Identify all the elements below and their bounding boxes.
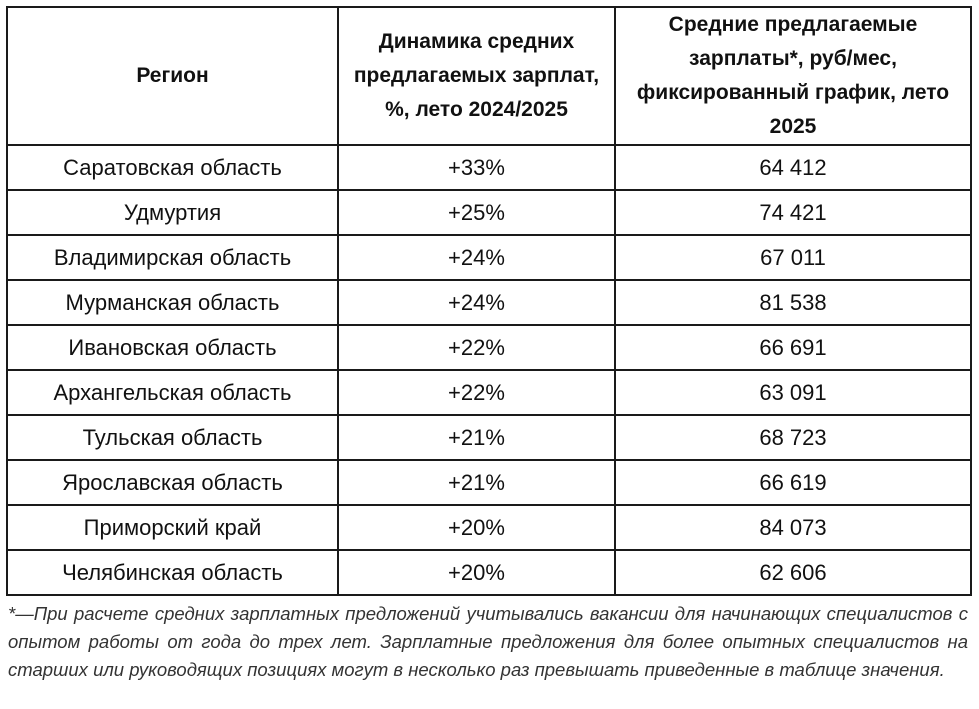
salary-cell: 81 538: [615, 280, 971, 325]
table-row: [7, 325, 971, 370]
region-cell: Тульская область: [7, 415, 338, 460]
region-cell: Архангельская область: [7, 370, 338, 415]
document: [6, 6, 970, 684]
salary-cell: 67 011: [615, 235, 971, 280]
header-average-salary: Средние предлагаемые зарплаты*, руб/мес, фиксированный график, лето 2025: [615, 7, 971, 145]
salary-table: [6, 6, 972, 596]
region-cell: Мурманская область: [7, 280, 338, 325]
dynamics-cell: +20%: [338, 505, 615, 550]
region-cell: Владимирская область: [7, 235, 338, 280]
header-row: [7, 7, 971, 145]
region-cell: Ярославская область: [7, 460, 338, 505]
salary-cell: 74 421: [615, 190, 971, 235]
table-row: [7, 460, 971, 505]
table-row: [7, 235, 971, 280]
table-row: [7, 145, 971, 190]
region-cell: Удмуртия: [7, 190, 338, 235]
region-cell: Саратовская область: [7, 145, 338, 190]
header-region: Регион: [7, 7, 338, 145]
salary-cell: 68 723: [615, 415, 971, 460]
region-cell: Приморский край: [7, 505, 338, 550]
region-cell: Челябинская область: [7, 550, 338, 595]
dynamics-cell: +22%: [338, 325, 615, 370]
dynamics-cell: +33%: [338, 145, 615, 190]
dynamics-cell: +21%: [338, 415, 615, 460]
header-salary-dynamics: Динамика средних предлагаемых зарплат, %, лето 2024/2025: [338, 7, 615, 145]
dynamics-cell: +25%: [338, 190, 615, 235]
salary-cell: 84 073: [615, 505, 971, 550]
region-cell: Ивановская область: [7, 325, 338, 370]
table-row: [7, 370, 971, 415]
dynamics-cell: +22%: [338, 370, 615, 415]
table-row: [7, 280, 971, 325]
footnote: *—При расчете средних зарплатных предложений учитывались вакансии для начинающих специалистов с опытом работы от года до трех лет. Зарплатные предложения для более опытных специалистов на старших или руководящих позициях могут в несколько раз превышать приведенные в таблице значения.: [8, 603, 968, 680]
table-row: [7, 415, 971, 460]
dynamics-cell: +20%: [338, 550, 615, 595]
table-row: [7, 190, 971, 235]
salary-cell: 66 691: [615, 325, 971, 370]
dynamics-cell: +21%: [338, 460, 615, 505]
dynamics-cell: +24%: [338, 235, 615, 280]
table-row: [7, 550, 971, 595]
salary-cell: 62 606: [615, 550, 971, 595]
salary-cell: 64 412: [615, 145, 971, 190]
salary-cell: 66 619: [615, 460, 971, 505]
dynamics-cell: +24%: [338, 280, 615, 325]
salary-cell: 63 091: [615, 370, 971, 415]
table-row: [7, 505, 971, 550]
